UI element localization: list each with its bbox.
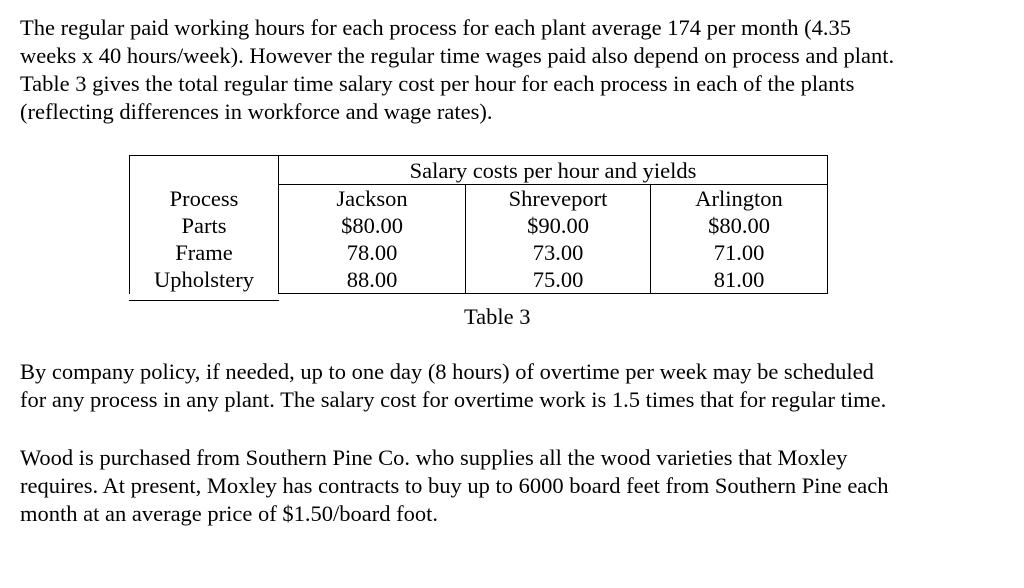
process-parts: Parts bbox=[181, 212, 227, 238]
cell-value: 75.00 bbox=[532, 267, 584, 292]
process-frame: Frame bbox=[175, 239, 233, 265]
wood-paragraph bbox=[20, 444, 1010, 528]
cell-value: $90.00 bbox=[527, 213, 589, 238]
salary-costs-table bbox=[129, 155, 828, 294]
cell-value: 81.00 bbox=[713, 267, 765, 292]
paragraph-line: (reflecting differences in workforce and wage rates). bbox=[20, 99, 493, 124]
paragraph-line: By company policy, if needed, up to one day (8 hours) of overtime per week may be scheduled bbox=[20, 359, 874, 384]
table-title: Salary costs per hour and yields bbox=[279, 156, 828, 185]
table-corner-cell bbox=[130, 156, 279, 185]
column-header-shreveport: Shreveport bbox=[508, 186, 608, 211]
shreveport-column bbox=[466, 185, 651, 294]
overtime-paragraph bbox=[20, 358, 1010, 414]
paragraph-line: weeks x 40 hours/week). However the regular time wages paid also depend on process and plant. bbox=[20, 43, 895, 68]
paragraph-line: month at an average price of $1.50/board foot. bbox=[20, 501, 438, 526]
intro-paragraph bbox=[20, 14, 1010, 126]
cell-value: 78.00 bbox=[346, 240, 398, 265]
paragraph-line: Wood is purchased from Southern Pine Co. who supplies all the wood varieties that Moxley bbox=[20, 445, 848, 470]
process-header: Process bbox=[169, 185, 239, 211]
cell-value: 71.00 bbox=[713, 240, 765, 265]
paragraph-line: requires. At present, Moxley has contracts to buy up to 6000 board feet from Southern Pine each bbox=[20, 473, 889, 498]
column-header-arlington: Arlington bbox=[695, 186, 783, 211]
table-bottom-border bbox=[129, 300, 279, 301]
jackson-column bbox=[279, 185, 466, 294]
process-column bbox=[130, 185, 279, 294]
cell-value: $80.00 bbox=[708, 213, 770, 238]
table-caption: Table 3 bbox=[464, 304, 531, 329]
paragraph-line: The regular paid working hours for each process for each plant average 174 per month (4.35 bbox=[20, 15, 851, 40]
paragraph-line: for any process in any plant. The salary cost for overtime work is 1.5 times that for regular time. bbox=[20, 387, 887, 412]
arlington-column bbox=[651, 185, 828, 294]
paragraph-line: Table 3 gives the total regular time salary cost per hour for each process in each of the plants bbox=[20, 71, 855, 96]
cell-value: $80.00 bbox=[341, 213, 403, 238]
cell-value: 73.00 bbox=[532, 240, 584, 265]
cell-value: 88.00 bbox=[346, 267, 398, 292]
column-header-jackson: Jackson bbox=[336, 186, 408, 211]
process-upholstery: Upholstery bbox=[154, 266, 254, 292]
